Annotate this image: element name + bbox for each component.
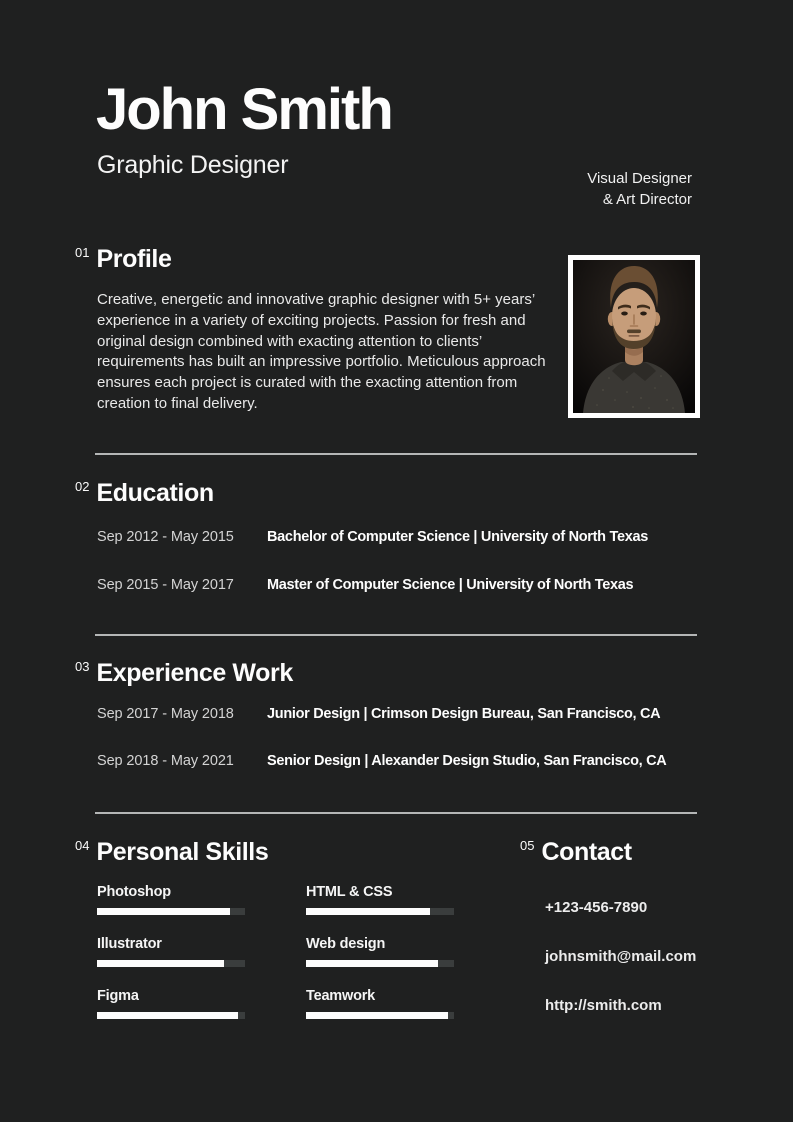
contact-phone: +123-456-7890 bbox=[545, 899, 648, 916]
skill-label: Illustrator bbox=[97, 936, 162, 952]
section-divider-2 bbox=[95, 634, 697, 636]
education-section-title: Education bbox=[96, 479, 214, 507]
skills-column-2 bbox=[306, 884, 454, 1040]
education-heading bbox=[75, 480, 214, 506]
skill-item bbox=[97, 884, 245, 915]
contact-heading bbox=[520, 839, 632, 865]
skill-bar-track bbox=[306, 960, 454, 967]
skill-item bbox=[306, 988, 454, 1019]
experience-description: Junior Design | Crimson Design Bureau, San Francisco, CA bbox=[267, 706, 661, 722]
skill-bar-fill bbox=[306, 960, 438, 967]
skill-item bbox=[97, 936, 245, 967]
skill-bar-track bbox=[306, 908, 454, 915]
experience-section-number: 03 bbox=[75, 659, 90, 674]
contact-list bbox=[545, 898, 696, 1045]
education-row bbox=[97, 577, 633, 593]
education-row bbox=[97, 529, 648, 545]
profile-section-number: 01 bbox=[75, 245, 90, 260]
education-dates: Sep 2015 - May 2017 bbox=[97, 577, 234, 593]
skills-heading bbox=[75, 839, 268, 865]
experience-description: Senior Design | Alexander Design Studio, San Francisco, CA bbox=[267, 753, 667, 769]
portrait-photo bbox=[573, 260, 695, 413]
portrait-photo-frame bbox=[568, 255, 700, 418]
name-title: John Smith bbox=[96, 77, 392, 142]
skill-label: Photoshop bbox=[97, 884, 171, 900]
education-section-number: 02 bbox=[75, 479, 90, 494]
skill-bar-track bbox=[306, 1012, 454, 1019]
skill-bar-fill bbox=[97, 908, 230, 915]
experience-dates: Sep 2017 - May 2018 bbox=[97, 706, 234, 722]
experience-row bbox=[97, 753, 666, 769]
profile-heading bbox=[75, 246, 171, 272]
profile-section-title: Profile bbox=[96, 245, 172, 273]
experience-heading bbox=[75, 660, 293, 686]
skill-label: Web design bbox=[306, 936, 386, 952]
contact-section-number: 05 bbox=[520, 838, 535, 853]
skill-bar-fill bbox=[306, 908, 430, 915]
role-subtitle: Graphic Designer bbox=[97, 151, 289, 179]
skills-section-title: Personal Skills bbox=[96, 838, 269, 866]
skill-label: Figma bbox=[97, 988, 139, 1004]
education-description: Bachelor of Computer Science | University of North Texas bbox=[267, 529, 649, 545]
experience-dates: Sep 2018 - May 2021 bbox=[97, 753, 234, 769]
skill-bar-track bbox=[97, 908, 245, 915]
skill-label: HTML & CSS bbox=[306, 884, 393, 900]
profile-body-text: Creative, energetic and innovative graphic designer with 5+ years’ experience in a variety of exciting projects. Passion for fresh and original design combined with exacting attention to clients’ requirements has built an impressive portfolio. Meticulous approach ensures each project is curated with the exacting attention from creation to final delivery. bbox=[97, 291, 546, 412]
skill-bar-fill bbox=[97, 960, 224, 967]
experience-section-title: Experience Work bbox=[96, 659, 293, 687]
skill-bar-track bbox=[97, 1012, 245, 1019]
contact-email: johnsmith@mail.com bbox=[545, 948, 697, 965]
skill-bar-fill bbox=[97, 1012, 238, 1019]
skills-column-1 bbox=[97, 884, 245, 1040]
education-description: Master of Computer Science | University of North Texas bbox=[267, 577, 634, 593]
experience-row bbox=[97, 706, 660, 722]
tagline-line-2: & Art Director bbox=[602, 191, 692, 208]
skill-bar-track bbox=[97, 960, 245, 967]
skill-bar-fill bbox=[306, 1012, 448, 1019]
skill-item bbox=[306, 936, 454, 967]
skills-section-number: 04 bbox=[75, 838, 90, 853]
tagline bbox=[587, 168, 692, 210]
skill-item bbox=[97, 988, 245, 1019]
education-dates: Sep 2012 - May 2015 bbox=[97, 529, 234, 545]
tagline-line-1: Visual Designer bbox=[587, 170, 692, 187]
contact-section-title: Contact bbox=[541, 838, 632, 866]
section-divider-3 bbox=[95, 812, 697, 814]
contact-website: http://smith.com bbox=[545, 997, 662, 1014]
skill-item bbox=[306, 884, 454, 915]
section-divider-1 bbox=[95, 453, 697, 455]
skill-label: Teamwork bbox=[306, 988, 376, 1004]
